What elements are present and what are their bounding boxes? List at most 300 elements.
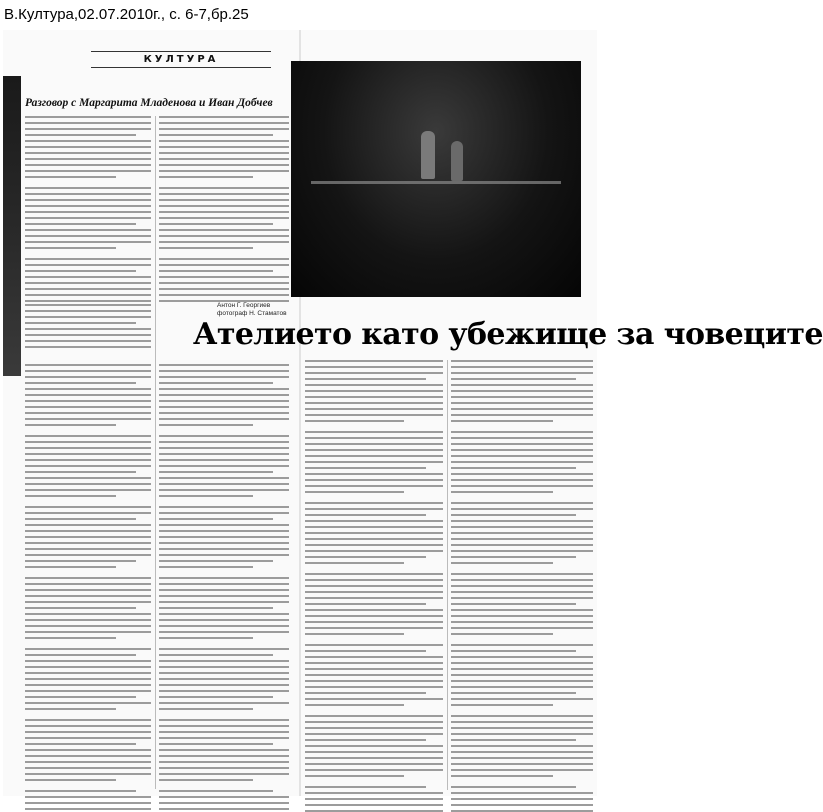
text-line [159, 796, 289, 798]
text-line [159, 779, 253, 781]
text-line [25, 773, 151, 775]
text-line [25, 400, 151, 402]
text-line [451, 633, 553, 635]
text-line [451, 585, 593, 587]
text-line [305, 775, 404, 777]
text-line [159, 637, 253, 639]
text-line [25, 176, 116, 178]
text-line [25, 270, 136, 272]
text-line [159, 394, 289, 396]
text-line [305, 804, 443, 806]
text-line [451, 680, 593, 682]
text-line [159, 193, 289, 195]
text-line [25, 158, 151, 160]
text-line [159, 418, 289, 420]
text-line [25, 152, 151, 154]
text-line [25, 205, 151, 207]
text-line [305, 715, 443, 717]
text-line [159, 489, 289, 491]
text-line [159, 625, 289, 627]
text-line [305, 662, 443, 664]
text-line [25, 310, 151, 312]
text-line [25, 583, 151, 585]
text-line [159, 465, 289, 467]
text-line [25, 211, 151, 213]
text-line [305, 532, 443, 534]
text-line [451, 757, 593, 759]
text-line [159, 808, 289, 810]
text-line [159, 696, 273, 698]
text-line [25, 471, 136, 473]
text-line [305, 479, 443, 481]
text-line [305, 621, 443, 623]
text-line [305, 751, 443, 753]
text-line [305, 544, 443, 546]
text-line [159, 648, 289, 650]
text-line [25, 767, 151, 769]
interview-title: Разговор с Маргарита Младенова и Иван Добчев [25, 97, 273, 109]
text-line [451, 644, 593, 646]
text-line [305, 698, 443, 700]
text-line [451, 473, 593, 475]
text-line [25, 122, 151, 124]
text-line [451, 390, 593, 392]
text-line [159, 116, 289, 118]
text-line [159, 725, 289, 727]
text-line [451, 479, 593, 481]
text-line [305, 502, 443, 504]
text-line [25, 548, 151, 550]
text-line [159, 583, 289, 585]
left-text-column-2 [159, 116, 289, 296]
text-line [159, 205, 289, 207]
text-line [305, 668, 443, 670]
text-line [159, 613, 289, 615]
text-line [25, 364, 151, 366]
text-line [451, 621, 593, 623]
text-line [25, 666, 151, 668]
text-line [159, 376, 289, 378]
left-text-column-5 [159, 364, 289, 789]
text-line [305, 491, 404, 493]
text-line [451, 378, 576, 380]
text-line [25, 648, 151, 650]
text-line [25, 334, 151, 336]
text-line [25, 382, 136, 384]
text-line [159, 548, 289, 550]
text-line [305, 763, 443, 765]
text-line [159, 241, 289, 243]
text-line [25, 346, 151, 348]
text-line [451, 455, 593, 457]
text-line [305, 520, 443, 522]
text-line [159, 524, 289, 526]
text-line [305, 443, 443, 445]
text-line [159, 518, 273, 520]
text-line [25, 560, 136, 562]
text-line [159, 566, 253, 568]
text-line [25, 672, 151, 674]
newspaper-scan [3, 30, 823, 796]
text-line [451, 751, 593, 753]
stage-figure-2 [451, 141, 463, 181]
text-line [25, 536, 151, 538]
text-line [305, 597, 443, 599]
text-line [305, 414, 443, 416]
text-line [305, 692, 426, 694]
text-line [159, 737, 289, 739]
text-line [25, 719, 151, 721]
text-line [159, 406, 289, 408]
text-line [25, 524, 151, 526]
text-line [451, 562, 553, 564]
text-line [451, 520, 593, 522]
text-line [451, 491, 553, 493]
text-line [25, 790, 136, 792]
text-line [451, 544, 593, 546]
text-line [451, 461, 593, 463]
text-line [305, 384, 443, 386]
text-line [159, 217, 289, 219]
text-line [159, 512, 289, 514]
text-line [451, 449, 593, 451]
left-text-column-3 [25, 304, 151, 356]
text-line [451, 538, 593, 540]
text-line [25, 412, 151, 414]
text-line [159, 672, 289, 674]
text-line [305, 461, 443, 463]
text-line [25, 146, 151, 148]
text-line [159, 424, 253, 426]
text-line [25, 566, 116, 568]
text-line [25, 140, 151, 142]
text-line [451, 420, 553, 422]
text-line [25, 684, 151, 686]
text-line [25, 690, 151, 692]
text-line [25, 288, 151, 290]
text-line [159, 453, 289, 455]
text-line [159, 170, 289, 172]
text-line [451, 786, 576, 788]
left-photo-strip [3, 76, 21, 376]
text-line [25, 779, 116, 781]
text-line [159, 412, 289, 414]
text-line [305, 633, 404, 635]
text-line [159, 678, 289, 680]
text-line [305, 538, 443, 540]
text-line [451, 579, 593, 581]
text-line [305, 556, 426, 558]
text-line [159, 270, 273, 272]
text-line [159, 660, 289, 662]
text-line [305, 437, 443, 439]
text-line [25, 631, 151, 633]
text-line [159, 164, 289, 166]
text-line [451, 384, 593, 386]
text-line [305, 420, 404, 422]
text-line [305, 562, 404, 564]
text-line [159, 530, 289, 532]
text-line [25, 116, 151, 118]
text-line [159, 152, 289, 154]
text-line [451, 372, 593, 374]
column-rule-right [447, 360, 448, 790]
text-line [25, 506, 151, 508]
text-line [159, 400, 289, 402]
text-line [159, 483, 289, 485]
text-line [305, 455, 443, 457]
text-line [305, 798, 443, 800]
right-text-column-3 [451, 360, 593, 790]
text-line [451, 727, 593, 729]
text-line [305, 579, 443, 581]
text-line [25, 619, 151, 621]
text-line [159, 176, 253, 178]
text-line [305, 508, 443, 510]
text-line [159, 229, 289, 231]
text-line [451, 686, 593, 688]
text-line [451, 360, 593, 362]
text-line [159, 631, 289, 633]
text-line [305, 402, 443, 404]
text-line [25, 300, 151, 302]
text-line [25, 489, 151, 491]
section-rubric: КУЛТУРА [91, 51, 271, 68]
text-line [25, 170, 151, 172]
text-line [25, 217, 151, 219]
text-line [451, 508, 593, 510]
text-line [25, 193, 151, 195]
text-line [305, 650, 426, 652]
text-line [451, 366, 593, 368]
text-line [25, 229, 151, 231]
text-line [305, 573, 443, 575]
headline: Ателието като убежище за човеците [193, 317, 823, 352]
text-line [25, 477, 151, 479]
text-line [305, 686, 443, 688]
text-line [451, 573, 593, 575]
text-line [159, 666, 289, 668]
text-line [305, 704, 404, 706]
text-line [159, 199, 289, 201]
text-line [25, 737, 151, 739]
text-line [305, 609, 443, 611]
text-line [159, 258, 289, 260]
text-line [159, 595, 289, 597]
text-line [159, 767, 289, 769]
text-line [451, 502, 593, 504]
text-line [25, 282, 151, 284]
text-line [159, 749, 289, 751]
text-line [305, 408, 443, 410]
text-line [451, 402, 593, 404]
text-line [159, 790, 273, 792]
text-line [25, 316, 151, 318]
text-line [25, 731, 151, 733]
text-line [25, 424, 116, 426]
text-line [25, 441, 151, 443]
text-line [25, 595, 151, 597]
left-text-column-4 [25, 364, 151, 789]
text-line [25, 435, 151, 437]
text-line [159, 719, 289, 721]
text-line [159, 388, 289, 390]
text-line [25, 796, 151, 798]
text-line [305, 485, 443, 487]
text-line [25, 199, 151, 201]
text-line [159, 276, 289, 278]
text-line [25, 258, 151, 260]
text-line [159, 364, 289, 366]
text-line [159, 441, 289, 443]
text-line [305, 644, 443, 646]
text-line [159, 560, 273, 562]
text-line [25, 241, 151, 243]
text-line [159, 382, 273, 384]
text-line [25, 589, 151, 591]
text-line [159, 802, 289, 804]
text-line [305, 627, 443, 629]
text-line [451, 408, 593, 410]
text-line [451, 733, 593, 735]
text-line [159, 702, 289, 704]
column-rule-left [155, 116, 156, 789]
text-line [25, 235, 151, 237]
text-line [25, 542, 151, 544]
text-line [451, 698, 593, 700]
text-line [451, 431, 593, 433]
text-line [451, 668, 593, 670]
text-line [305, 431, 443, 433]
text-line [159, 223, 273, 225]
text-line [25, 328, 151, 330]
text-line [159, 370, 289, 372]
text-line [25, 128, 151, 130]
text-line [305, 360, 443, 362]
text-line [25, 613, 151, 615]
text-line [451, 798, 593, 800]
right-text-column-2 [305, 360, 443, 790]
text-line [305, 396, 443, 398]
text-line [451, 650, 576, 652]
text-line [305, 591, 443, 593]
text-line [25, 625, 151, 627]
text-line [159, 447, 289, 449]
text-line [159, 264, 289, 266]
text-line [305, 514, 426, 516]
text-line [451, 597, 593, 599]
text-line [305, 378, 426, 380]
text-line [159, 282, 289, 284]
text-line [159, 773, 289, 775]
text-line [451, 437, 593, 439]
text-line [159, 247, 253, 249]
text-line [305, 769, 443, 771]
text-line [25, 725, 151, 727]
text-line [305, 449, 443, 451]
text-line [305, 739, 426, 741]
text-line [25, 660, 151, 662]
text-line [25, 808, 151, 810]
text-line [451, 662, 593, 664]
text-line [25, 376, 151, 378]
text-line [451, 414, 593, 416]
text-line [305, 526, 443, 528]
text-line [159, 743, 273, 745]
text-line [451, 526, 593, 528]
text-line [451, 745, 593, 747]
text-line [159, 495, 253, 497]
text-line [25, 394, 151, 396]
text-line [25, 607, 136, 609]
text-line [451, 739, 576, 741]
stage-photo [291, 61, 581, 297]
text-line [25, 276, 151, 278]
stage-figure-1 [421, 131, 435, 179]
text-line [451, 763, 593, 765]
text-line [25, 708, 116, 710]
text-line [25, 465, 151, 467]
text-line [305, 390, 443, 392]
text-line [159, 589, 289, 591]
text-line [159, 294, 289, 296]
text-line [25, 678, 151, 680]
text-line [25, 406, 151, 408]
text-line [159, 708, 253, 710]
text-line [159, 684, 289, 686]
text-line [25, 294, 151, 296]
text-line [451, 715, 593, 717]
text-line [451, 792, 593, 794]
text-line [451, 467, 576, 469]
text-line [25, 223, 136, 225]
text-line [25, 495, 116, 497]
text-line [305, 745, 443, 747]
text-line [451, 615, 593, 617]
text-line [451, 721, 593, 723]
text-line [25, 483, 151, 485]
text-line [159, 607, 273, 609]
text-line [159, 187, 289, 189]
text-line [451, 603, 576, 605]
text-line [305, 656, 443, 658]
text-line [451, 627, 593, 629]
text-line [159, 140, 289, 142]
text-line [25, 749, 151, 751]
text-line [25, 518, 136, 520]
text-line [159, 128, 289, 130]
text-line [25, 761, 151, 763]
text-line [159, 146, 289, 148]
text-line [25, 453, 151, 455]
text-line [305, 674, 443, 676]
text-line [25, 802, 151, 804]
text-line [451, 591, 593, 593]
text-line [305, 792, 443, 794]
text-line [451, 550, 593, 552]
text-line [159, 288, 289, 290]
text-line [25, 554, 151, 556]
text-line [25, 530, 151, 532]
text-line [25, 459, 151, 461]
text-line [451, 532, 593, 534]
text-line [159, 761, 289, 763]
text-line [305, 467, 426, 469]
text-line [305, 366, 443, 368]
text-line [25, 164, 151, 166]
text-line [159, 134, 273, 136]
text-line [159, 477, 289, 479]
